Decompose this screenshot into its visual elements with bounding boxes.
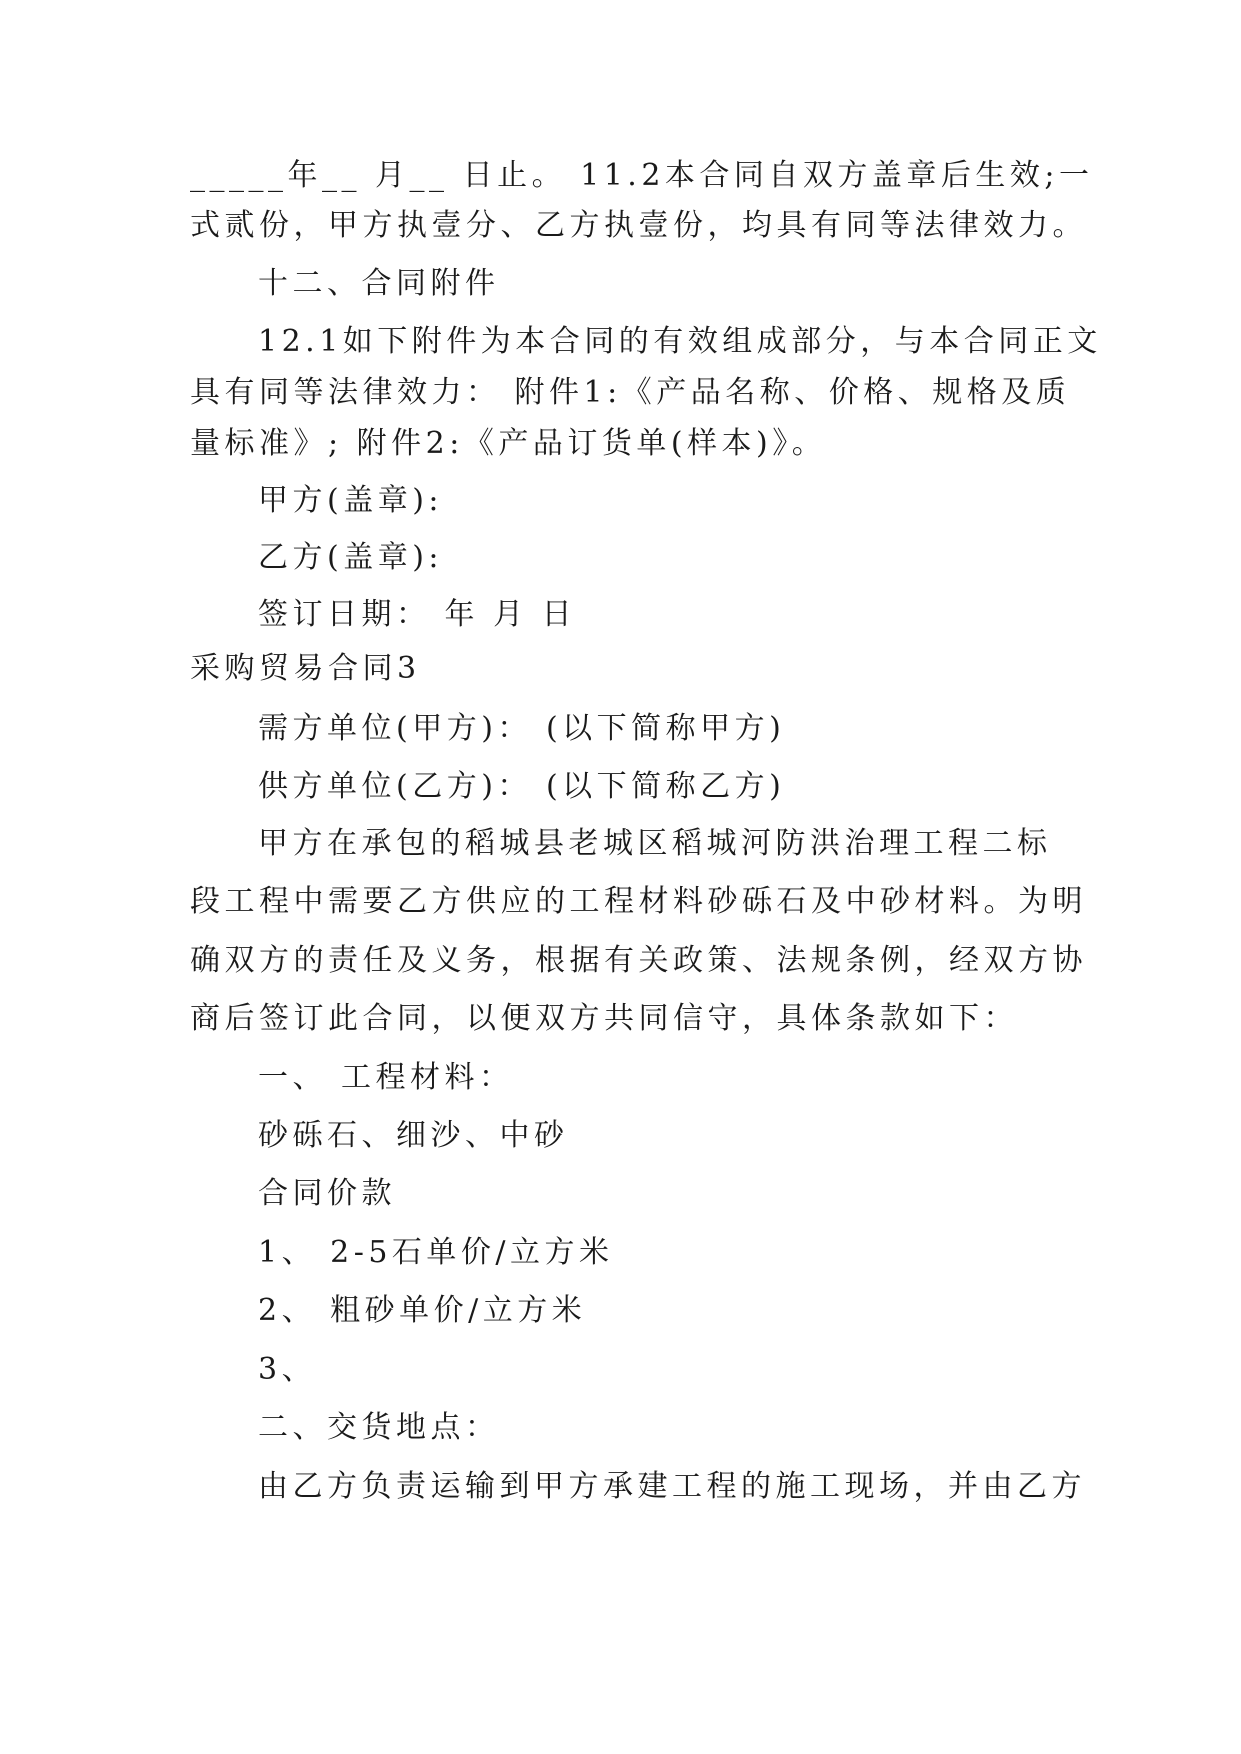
- text-line: 供方单位(乙方)： (以下简称乙方): [258, 769, 786, 804]
- text-line: 合同价款: [258, 1176, 396, 1211]
- text-line: 段工程中需要乙方供应的工程材料砂砾石及中砂材料。为明: [190, 884, 1087, 919]
- section-heading: 一、 工程材料：: [258, 1060, 514, 1095]
- text-line: 由乙方负责运输到甲方承建工程的施工现场，并由乙方: [258, 1469, 1086, 1504]
- text-line: 量标准》; 附件2:《产品订货单(样本)》。: [190, 426, 827, 461]
- list-item: 1、 2-5石单价/立方米: [258, 1235, 614, 1270]
- signing-date: 签订日期： 年 月 日: [258, 597, 577, 632]
- section-heading: 十二、合同附件: [258, 266, 500, 301]
- list-item: 3、: [258, 1352, 317, 1387]
- text-line: 式贰份，甲方执壹分、乙方执壹份，均具有同等法律效力。: [190, 208, 1087, 243]
- list-item: 2、 粗砂单价/立方米: [258, 1293, 587, 1328]
- text-line: 确双方的责任及义务，根据有关政策、法规条例，经双方协: [190, 943, 1087, 978]
- text-line: 砂砾石、细沙、中砂: [258, 1118, 569, 1153]
- party-a-seal: 甲方(盖章):: [258, 483, 444, 518]
- text-line: 12.1如下附件为本合同的有效组成部分，与本合同正文: [258, 324, 1102, 359]
- text-line: _____年__ 月__ 日止。 11.2本合同自双方盖章后生效;一: [190, 158, 1094, 193]
- party-b-seal: 乙方(盖章):: [258, 540, 444, 575]
- text-line: 需方单位(甲方)： (以下简称甲方): [258, 711, 786, 746]
- text-line: 商后签订此合同，以便双方共同信守，具体条款如下：: [190, 1001, 1018, 1036]
- text-line: 甲方在承包的稻城县老城区稻城河防洪治理工程二标: [258, 826, 1052, 861]
- contract-title: 采购贸易合同3: [190, 651, 421, 686]
- text-line: 具有同等法律效力： 附件1:《产品名称、价格、规格及质: [190, 375, 1071, 410]
- section-heading: 二、交货地点：: [258, 1410, 500, 1445]
